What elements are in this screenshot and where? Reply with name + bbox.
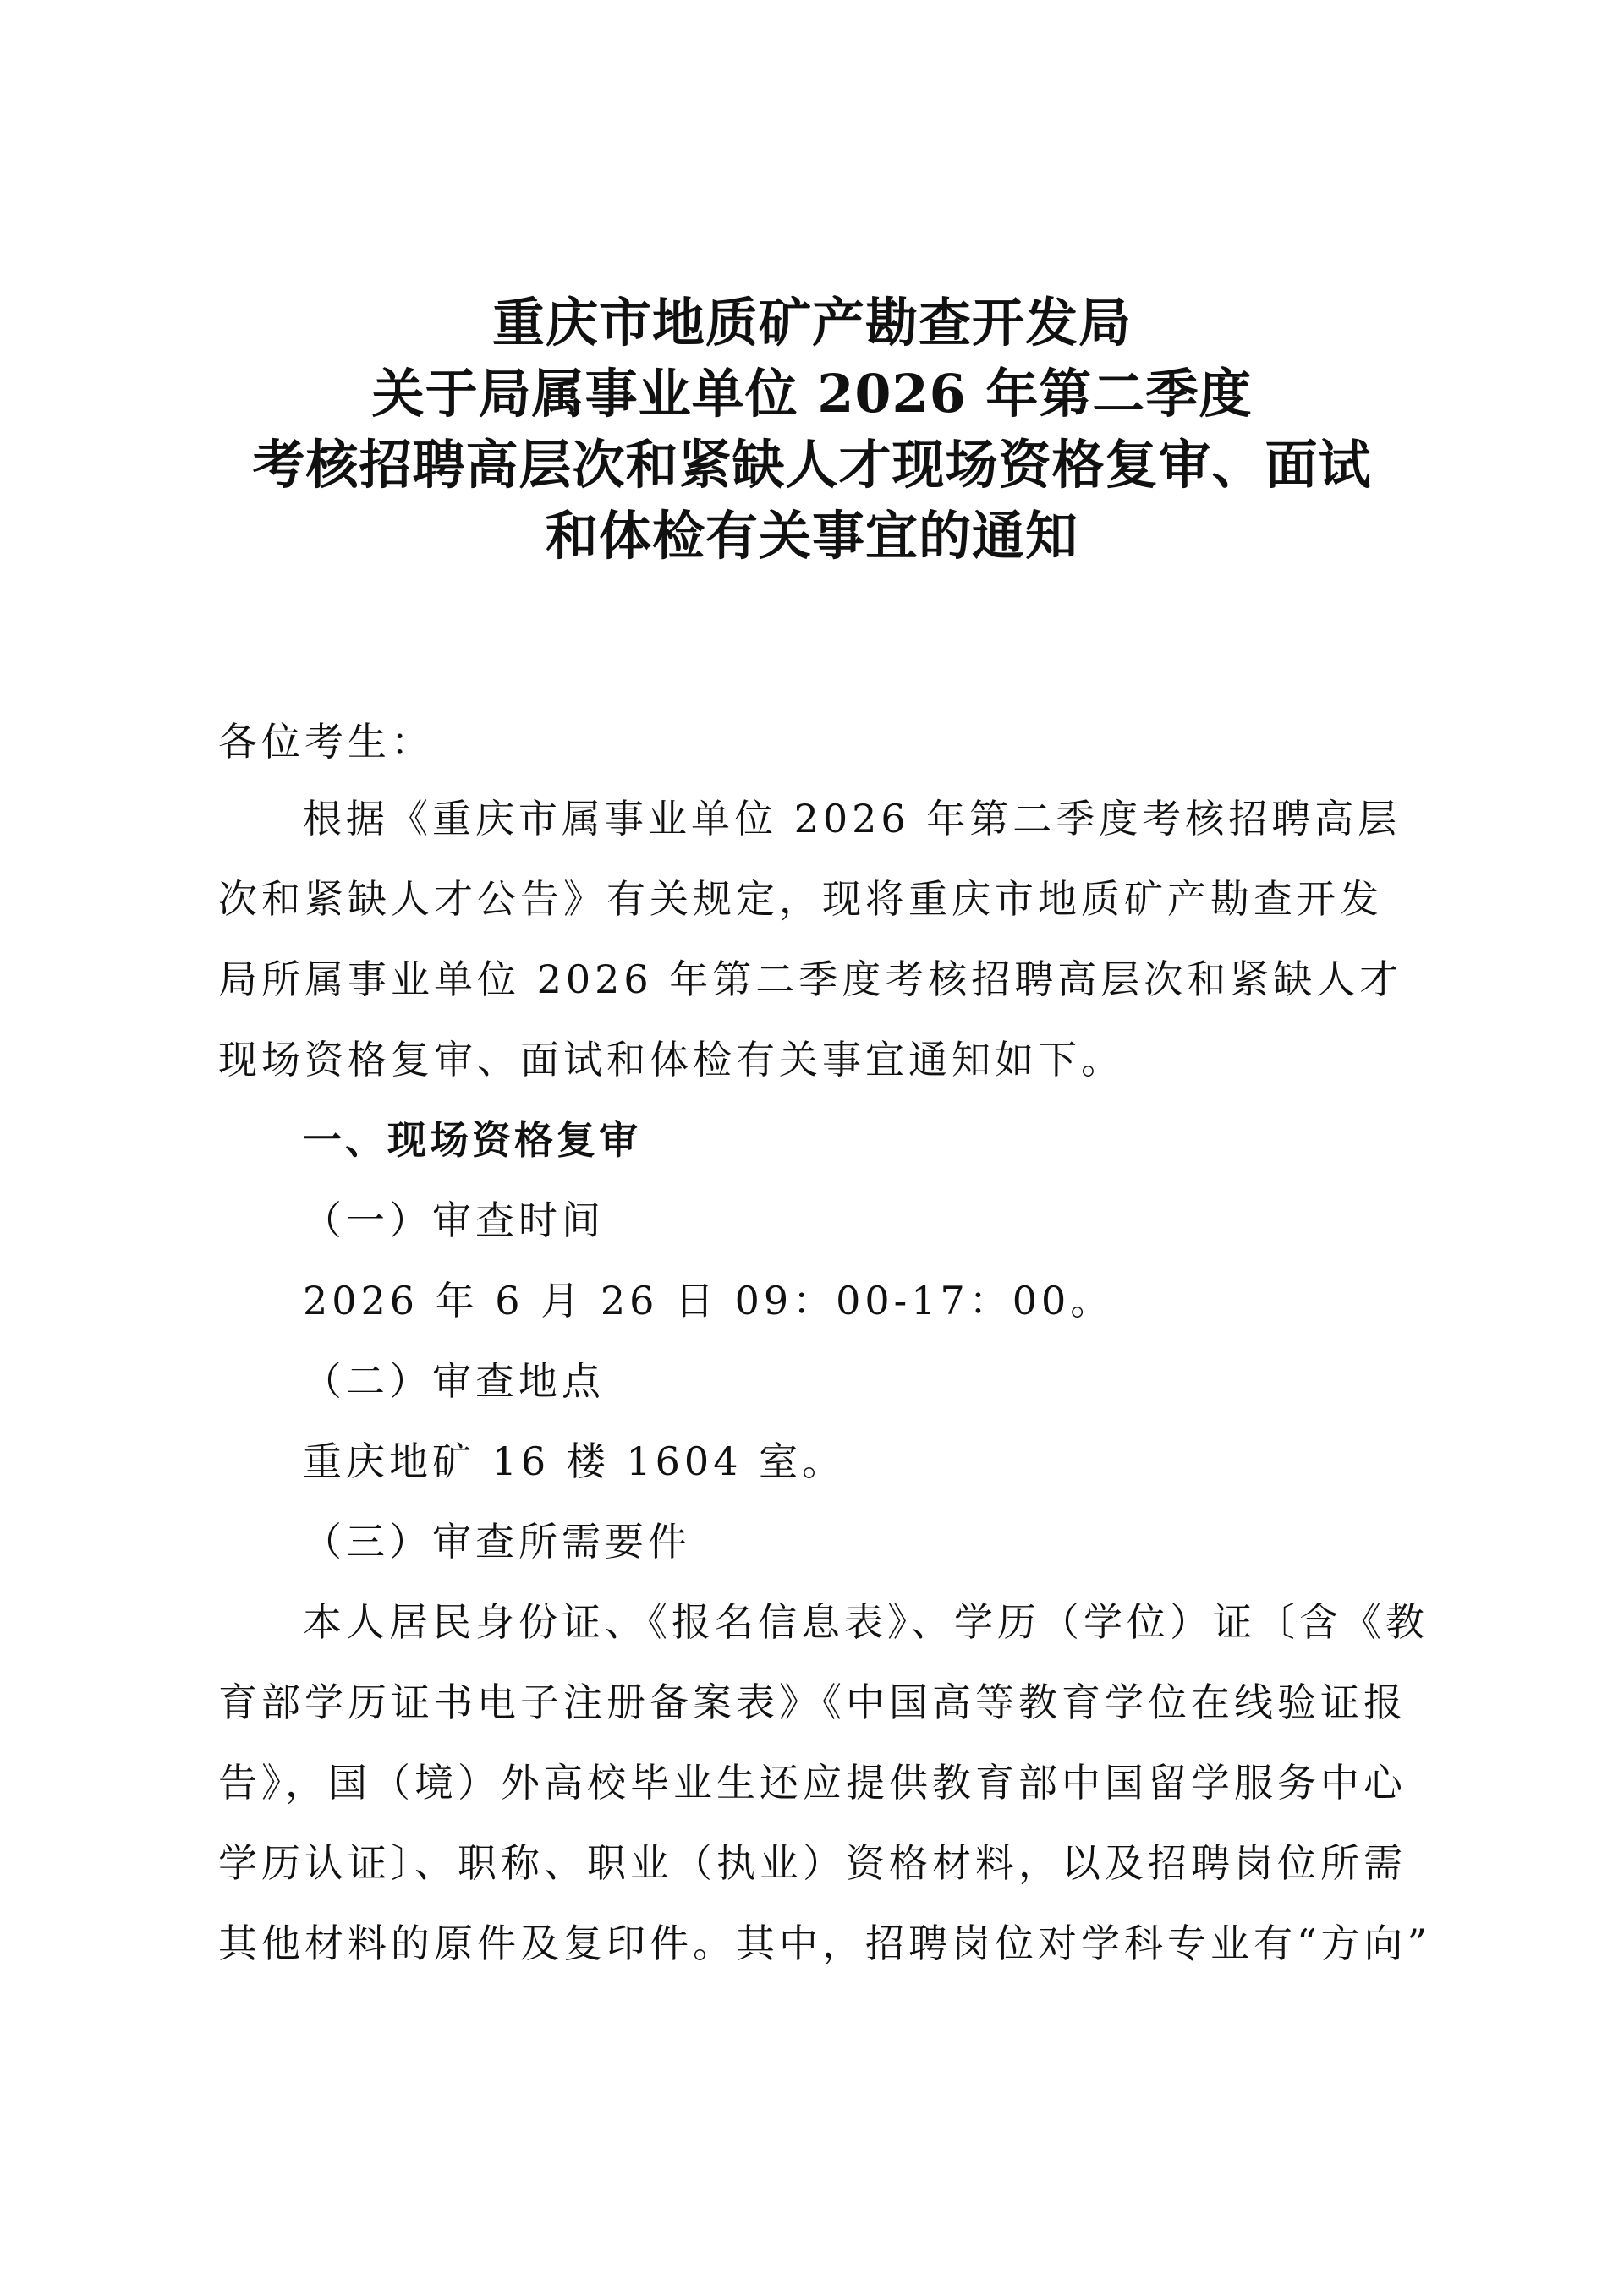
intro-line-3: 局所属事业单位 2026 年第二季度考核招聘高层次和紧缺人才 [218, 956, 1403, 1002]
title-line-2: 关于局属事业单位 2026 年第二季度 [371, 363, 1253, 425]
required-documents-line-1: 本人居民身份证、《报名信息表》、学历（学位）证〔含《教 [303, 1599, 1429, 1645]
intro-line-4: 现场资格复审、面试和体检有关事宜通知如下。 [218, 1037, 1124, 1082]
section-1-heading: 一、现场资格复审 [303, 1117, 641, 1163]
required-documents-line-5: 其他材料的原件及复印件。其中，招聘岗位对学科专业有“方向” [218, 1921, 1432, 1966]
subsection-1-heading: （一）审查时间 [303, 1197, 605, 1243]
review-location: 重庆地矿 16 楼 1604 室。 [303, 1438, 846, 1484]
required-documents-line-4: 学历认证〕、职称、职业（执业）资格材料，以及招聘岗位所需 [218, 1840, 1407, 1886]
subsection-3-heading: （三）审查所需要件 [303, 1519, 691, 1564]
title-line-1: 重庆市地质矿产勘查开发局 [491, 292, 1132, 353]
review-time: 2026 年 6 月 26 日 09：00-17：00。 [303, 1278, 1114, 1323]
intro-line-2: 次和紧缺人才公告》有关规定，现将重庆市地质矿产勘查开发 [218, 876, 1383, 922]
required-documents-line-2: 育部学历证书电子注册备案表》《中国高等教育学位在线验证报 [218, 1680, 1407, 1725]
intro-line-1: 根据《重庆市属事业单位 2026 年第二季度考核招聘高层 [303, 796, 1402, 841]
title-line-4: 和体检有关事宜的通知 [545, 505, 1078, 567]
subsection-2-heading: （二）审查地点 [303, 1358, 605, 1404]
salutation: 各位考生： [218, 719, 434, 764]
required-documents-line-3: 告》，国（境）外高校毕业生还应提供教育部中国留学服务中心 [218, 1760, 1407, 1806]
title-line-3: 考核招聘高层次和紧缺人才现场资格复审、面试 [252, 434, 1372, 496]
document-title [0, 288, 1624, 572]
